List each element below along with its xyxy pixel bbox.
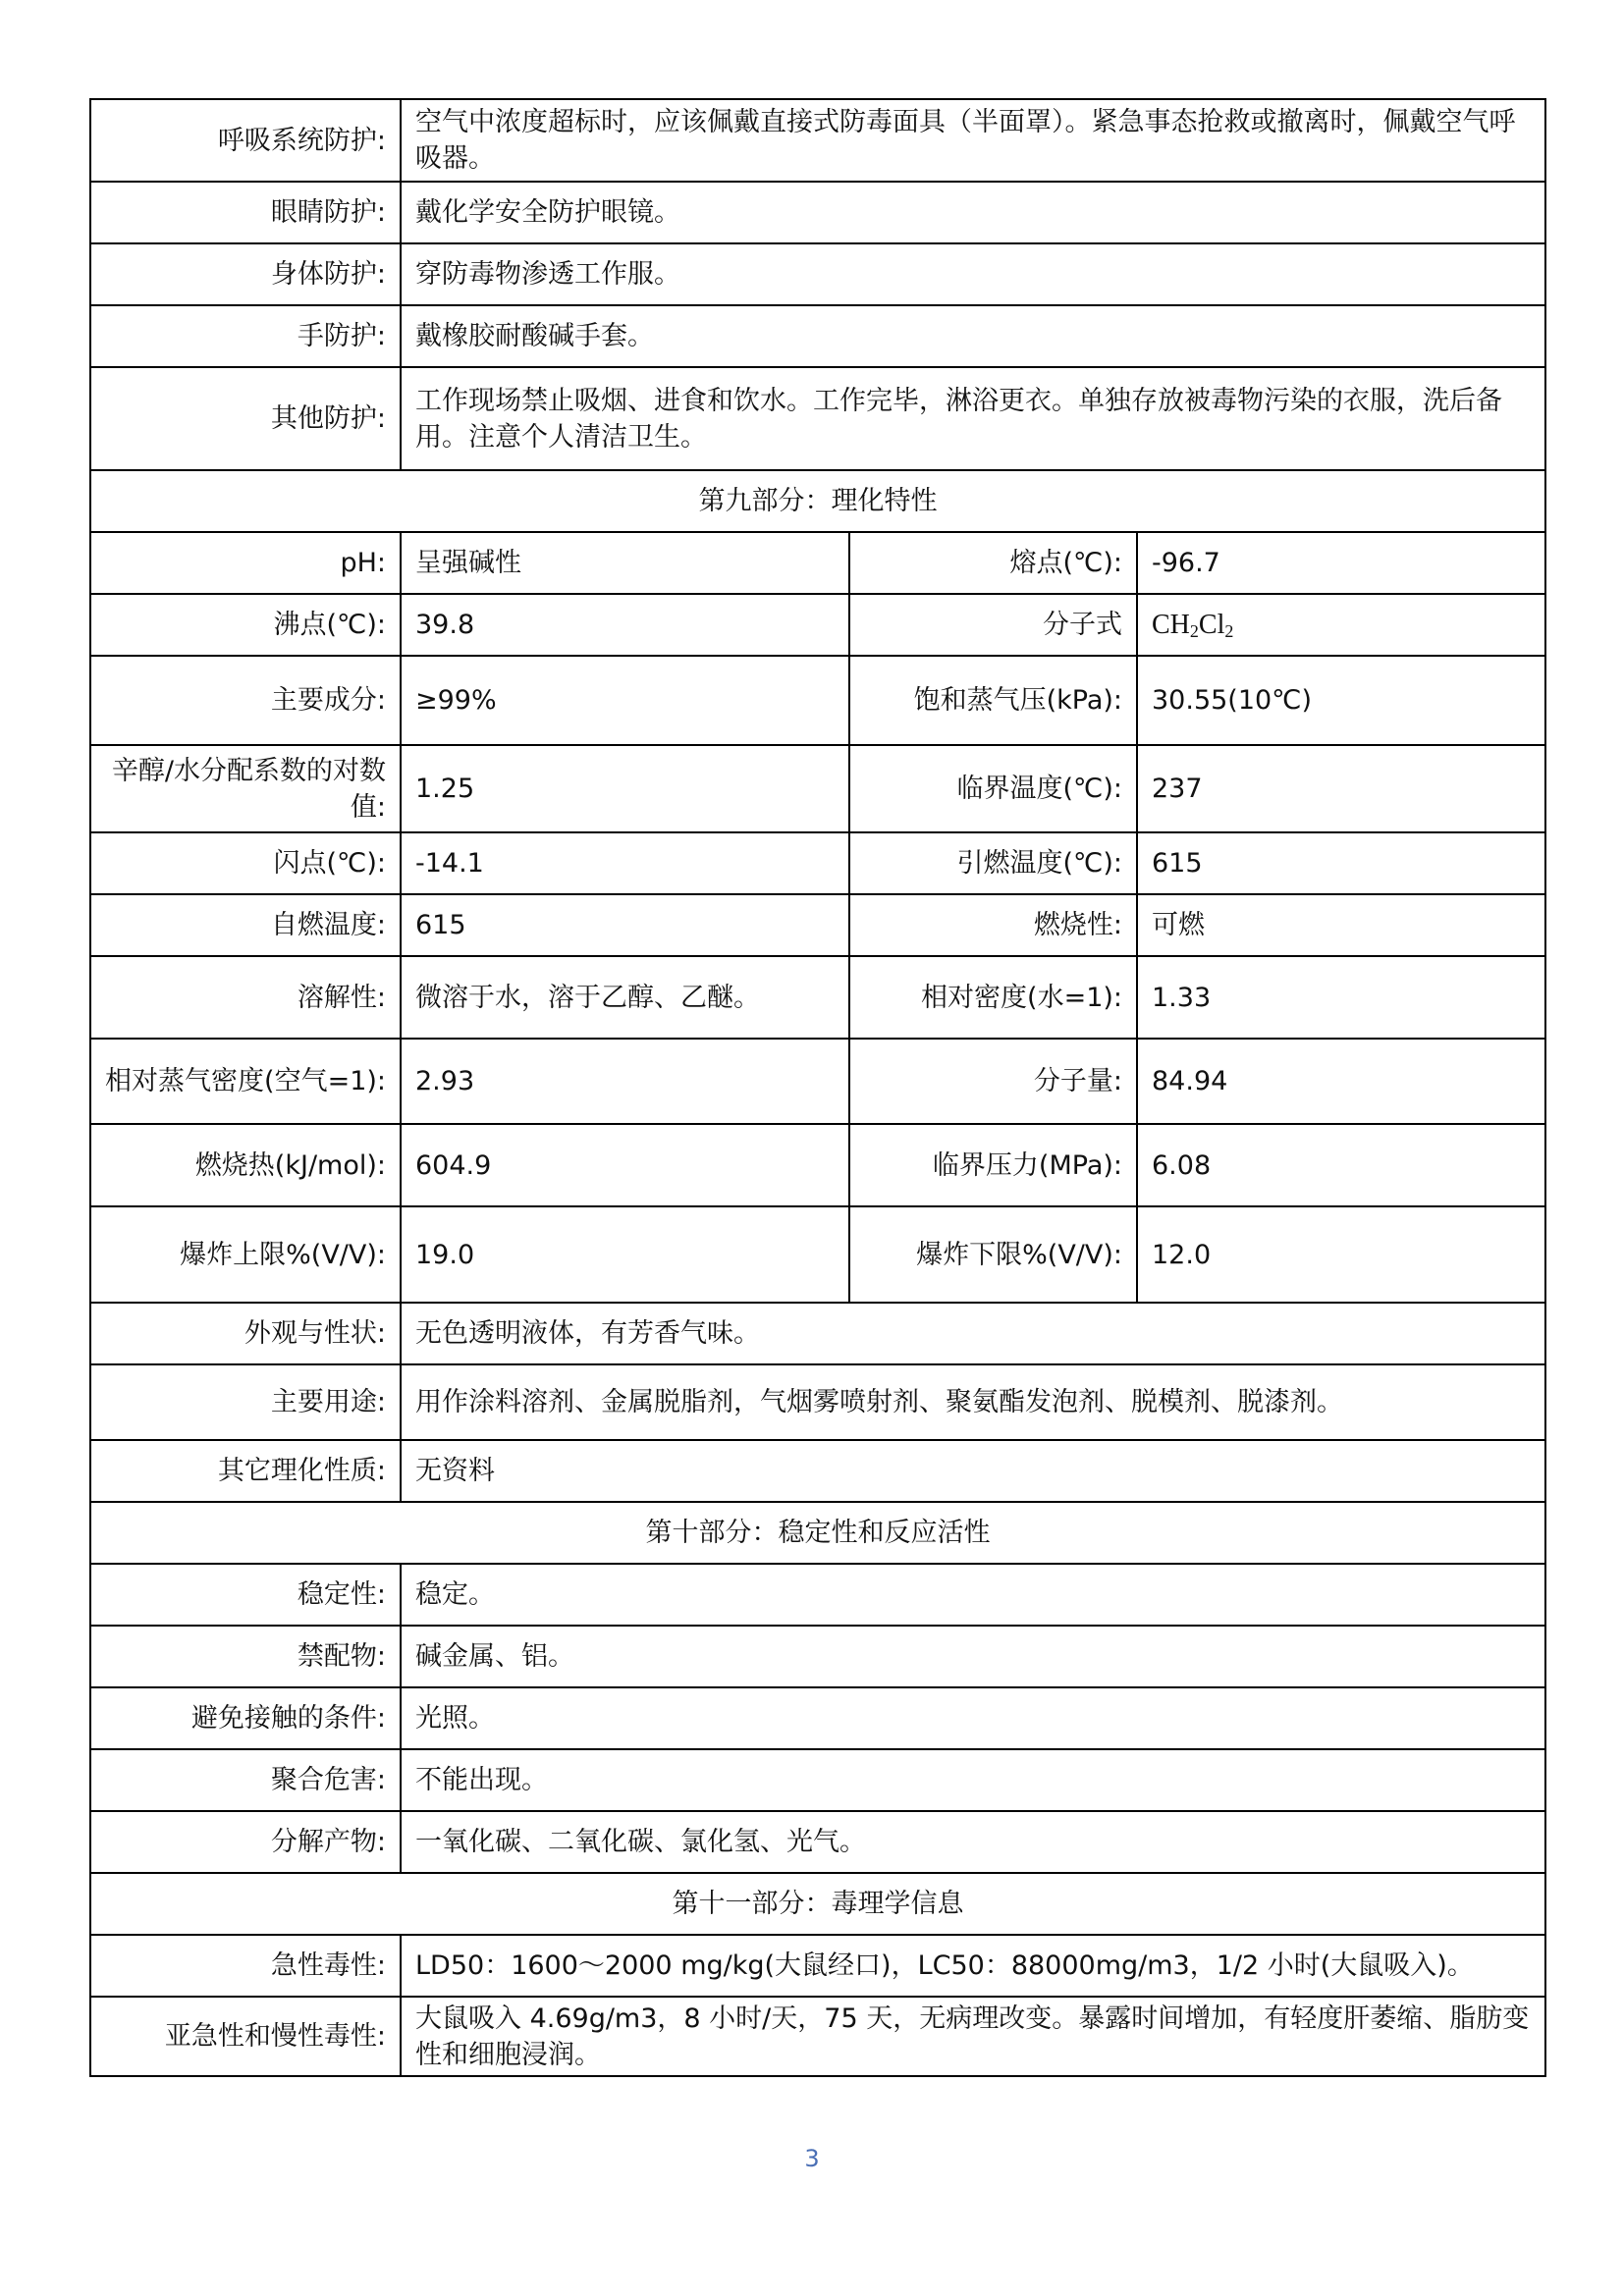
table-row	[90, 182, 1545, 243]
field-value: 大鼠吸入 4.69g/m3，8 小时/天，75 天，无病理改变。暴露时间增加，有轻度肝萎缩、脂肪变性和细胞浸润。	[401, 1997, 1545, 2076]
field-value: 用作涂料溶剂、金属脱脂剂，气烟雾喷射剂、聚氨酯发泡剂、脱模剂、脱漆剂。	[401, 1364, 1545, 1440]
page-number: 3	[804, 2145, 820, 2172]
field-label: 其他防护:	[90, 367, 401, 470]
field-value: 空气中浓度超标时，应该佩戴直接式防毒面具（半面罩）。紧急事态抢救或撤离时，佩戴空气呼吸器。	[401, 99, 1545, 182]
property-label: 闪点(℃):	[90, 832, 401, 894]
formula-subscript: 2	[1189, 621, 1199, 641]
property-value: 1.33	[1137, 956, 1545, 1039]
property-label: 相对密度(水=1):	[849, 956, 1137, 1039]
field-value: 不能出现。	[401, 1749, 1545, 1811]
property-label: 沸点(℃):	[90, 594, 401, 656]
field-label: 稳定性:	[90, 1564, 401, 1626]
table-row	[90, 1364, 1545, 1440]
field-label: 手防护:	[90, 305, 401, 367]
property-label: 饱和蒸气压(kPa):	[849, 656, 1137, 745]
property-label: 熔点(℃):	[849, 532, 1137, 594]
field-label: 呼吸系统防护:	[90, 99, 401, 182]
table-row	[90, 305, 1545, 367]
table-row	[90, 99, 1545, 182]
section-title: 第十部分：稳定性和反应活性	[90, 1502, 1545, 1564]
property-value: 2.93	[401, 1039, 849, 1124]
property-label: 相对蒸气密度(空气=1):	[90, 1039, 401, 1124]
table-row	[90, 1440, 1545, 1502]
field-value: 穿防毒物渗透工作服。	[401, 243, 1545, 305]
section-header-row	[90, 470, 1545, 532]
table-row	[90, 1997, 1545, 2076]
property-value: 可燃	[1137, 894, 1545, 956]
property-value: 39.8	[401, 594, 849, 656]
table-row	[90, 745, 1545, 832]
field-label: 主要用途:	[90, 1364, 401, 1440]
table-row	[90, 956, 1545, 1039]
field-label: 分解产物:	[90, 1811, 401, 1873]
table-row	[90, 1039, 1545, 1124]
field-value: LD50：1600～2000 mg/kg(大鼠经口)，LC50：88000mg/m3，1/2 小时(大鼠吸入)。	[401, 1935, 1545, 1997]
section-title: 第九部分：理化特性	[90, 470, 1545, 532]
table-row	[90, 243, 1545, 305]
property-value: 30.55(10℃)	[1137, 656, 1545, 745]
field-label: 身体防护:	[90, 243, 401, 305]
field-value: 一氧化碳、二氧化碳、氯化氢、光气。	[401, 1811, 1545, 1873]
table-row	[90, 1564, 1545, 1626]
property-value: 微溶于水，溶于乙醇、乙醚。	[401, 956, 849, 1039]
field-value: 无色透明液体，有芳香气味。	[401, 1303, 1545, 1364]
field-label: 聚合危害:	[90, 1749, 401, 1811]
property-label: 临界压力(MPa):	[849, 1124, 1137, 1206]
property-label: pH:	[90, 532, 401, 594]
property-value: 呈强碱性	[401, 532, 849, 594]
msds-table	[89, 98, 1546, 2077]
table-row	[90, 1749, 1545, 1811]
property-label: 溶解性:	[90, 956, 401, 1039]
field-value: 无资料	[401, 1440, 1545, 1502]
table-row	[90, 1303, 1545, 1364]
table-row	[90, 1124, 1545, 1206]
table-row	[90, 1206, 1545, 1303]
field-label: 急性毒性:	[90, 1935, 401, 1997]
formula-subscript: 2	[1224, 621, 1234, 641]
field-value: 稳定。	[401, 1564, 1545, 1626]
msds-document	[89, 98, 1544, 2077]
property-label: 爆炸下限%(V/V):	[849, 1206, 1137, 1303]
field-label: 避免接触的条件:	[90, 1687, 401, 1749]
table-row	[90, 656, 1545, 745]
property-value: 12.0	[1137, 1206, 1545, 1303]
section-title: 第十一部分：毒理学信息	[90, 1873, 1545, 1935]
property-label: 临界温度(℃):	[849, 745, 1137, 832]
field-value: 戴化学安全防护眼镜。	[401, 182, 1545, 243]
property-label: 主要成分:	[90, 656, 401, 745]
property-value: 615	[1137, 832, 1545, 894]
table-row	[90, 1811, 1545, 1873]
table-row	[90, 594, 1545, 656]
field-label: 其它理化性质:	[90, 1440, 401, 1502]
table-row	[90, 1626, 1545, 1687]
property-value: 84.94	[1137, 1039, 1545, 1124]
property-value: -14.1	[401, 832, 849, 894]
table-row	[90, 1687, 1545, 1749]
property-value: ≥99%	[401, 656, 849, 745]
property-label: 燃烧性:	[849, 894, 1137, 956]
field-value: 碱金属、铝。	[401, 1626, 1545, 1687]
table-row	[90, 367, 1545, 470]
field-value: 光照。	[401, 1687, 1545, 1749]
formula-part: Cl	[1198, 610, 1225, 640]
formula-part: CH	[1152, 610, 1190, 640]
table-row	[90, 1935, 1545, 1997]
table-row	[90, 894, 1545, 956]
section-header-row	[90, 1873, 1545, 1935]
property-label: 自燃温度:	[90, 894, 401, 956]
property-label: 辛醇/水分配系数的对数值:	[90, 745, 401, 832]
property-label: 引燃温度(℃):	[849, 832, 1137, 894]
field-label: 禁配物:	[90, 1626, 401, 1687]
field-value: 工作现场禁止吸烟、进食和饮水。工作完毕，淋浴更衣。单独存放被毒物污染的衣服，洗后备用。注意个人清洁卫生。	[401, 367, 1545, 470]
property-value: 237	[1137, 745, 1545, 832]
field-label: 亚急性和慢性毒性:	[90, 1997, 401, 2076]
table-row	[90, 832, 1545, 894]
property-label: 爆炸上限%(V/V):	[90, 1206, 401, 1303]
property-value: 615	[401, 894, 849, 956]
table-row	[90, 532, 1545, 594]
property-value: 6.08	[1137, 1124, 1545, 1206]
field-value: 戴橡胶耐酸碱手套。	[401, 305, 1545, 367]
property-value: -96.7	[1137, 532, 1545, 594]
property-label: 分子量:	[849, 1039, 1137, 1124]
field-label: 眼睛防护:	[90, 182, 401, 243]
property-value: 604.9	[401, 1124, 849, 1206]
field-label: 外观与性状:	[90, 1303, 401, 1364]
property-value: 19.0	[401, 1206, 849, 1303]
section-header-row	[90, 1502, 1545, 1564]
property-value: 1.25	[401, 745, 849, 832]
property-label: 燃烧热(kJ/mol):	[90, 1124, 401, 1206]
property-label: 分子式	[849, 594, 1137, 656]
molecular-formula	[1137, 594, 1545, 656]
